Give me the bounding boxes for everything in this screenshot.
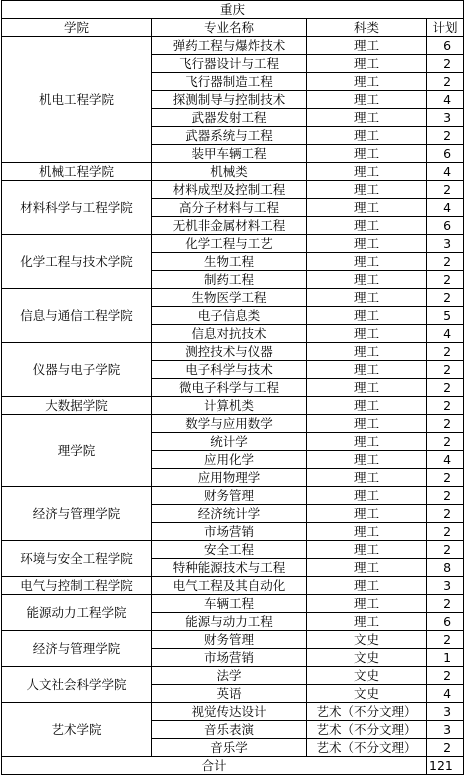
major-cell: 微电子科学与工程 [152, 379, 307, 397]
major-cell: 能源与动力工程 [152, 613, 307, 631]
plan-cell: 8 [427, 559, 464, 577]
major-cell: 音乐表演 [152, 721, 307, 739]
college-cell: 环境与安全工程学院 [2, 541, 152, 577]
category-cell: 理工 [307, 433, 427, 451]
category-cell: 理工 [307, 127, 427, 145]
category-cell: 理工 [307, 163, 427, 181]
category-cell: 理工 [307, 397, 427, 415]
plan-cell: 6 [427, 145, 464, 163]
category-cell: 理工 [307, 343, 427, 361]
plan-cell: 2 [427, 523, 464, 541]
major-cell: 制药工程 [152, 271, 307, 289]
college-cell: 材料科学与工程学院 [2, 181, 152, 235]
table-row [2, 181, 464, 199]
plan-cell: 2 [427, 595, 464, 613]
category-cell: 理工 [307, 271, 427, 289]
category-cell: 理工 [307, 235, 427, 253]
plan-cell: 2 [427, 271, 464, 289]
category-cell: 理工 [307, 253, 427, 271]
category-cell: 理工 [307, 451, 427, 469]
title-row [2, 1, 464, 19]
header-row [2, 19, 464, 37]
college-cell: 机电工程学院 [2, 37, 152, 163]
college-cell: 仪器与电子学院 [2, 343, 152, 397]
plan-cell: 3 [427, 235, 464, 253]
college-cell: 经济与管理学院 [2, 631, 152, 667]
table-row [2, 397, 464, 415]
plan-cell: 6 [427, 37, 464, 55]
header-category: 科类 [307, 19, 427, 37]
major-cell: 电子科学与技术 [152, 361, 307, 379]
plan-cell: 3 [427, 577, 464, 595]
table-row [2, 163, 464, 181]
major-cell: 机械类 [152, 163, 307, 181]
college-cell: 信息与通信工程学院 [2, 289, 152, 343]
plan-cell: 4 [427, 685, 464, 703]
category-cell: 理工 [307, 37, 427, 55]
major-cell: 应用物理学 [152, 469, 307, 487]
major-cell: 经济统计学 [152, 505, 307, 523]
major-cell: 生物工程 [152, 253, 307, 271]
major-cell: 法学 [152, 667, 307, 685]
table-row [2, 37, 464, 55]
major-cell: 高分子材料与工程 [152, 199, 307, 217]
major-cell: 车辆工程 [152, 595, 307, 613]
major-cell: 音乐学 [152, 739, 307, 757]
plan-cell: 5 [427, 307, 464, 325]
table-title: 重庆 [2, 1, 464, 19]
plan-cell: 2 [427, 181, 464, 199]
category-cell: 艺术（不分文理） [307, 721, 427, 739]
category-cell: 理工 [307, 559, 427, 577]
plan-cell: 6 [427, 217, 464, 235]
category-cell: 理工 [307, 523, 427, 541]
major-cell: 财务管理 [152, 487, 307, 505]
plan-cell: 1 [427, 649, 464, 667]
category-cell: 理工 [307, 595, 427, 613]
header-plan: 计划 [427, 19, 464, 37]
major-cell: 应用化学 [152, 451, 307, 469]
college-cell: 理学院 [2, 415, 152, 487]
major-cell: 市场营销 [152, 523, 307, 541]
category-cell: 理工 [307, 613, 427, 631]
major-cell: 飞行器设计与工程 [152, 55, 307, 73]
plan-cell: 2 [427, 505, 464, 523]
college-cell: 电气与控制工程学院 [2, 577, 152, 595]
table-row [2, 577, 464, 595]
plan-cell: 2 [427, 289, 464, 307]
plan-cell: 2 [427, 127, 464, 145]
plan-cell: 3 [427, 109, 464, 127]
enrollment-plan-table [1, 0, 464, 775]
table-row [2, 667, 464, 685]
college-cell: 人文社会科学学院 [2, 667, 152, 703]
plan-cell: 2 [427, 469, 464, 487]
table-row [2, 595, 464, 613]
plan-cell: 2 [427, 667, 464, 685]
plan-cell: 4 [427, 451, 464, 469]
header-college: 学院 [2, 19, 152, 37]
plan-cell: 4 [427, 91, 464, 109]
major-cell: 装甲车辆工程 [152, 145, 307, 163]
category-cell: 文史 [307, 649, 427, 667]
category-cell: 理工 [307, 217, 427, 235]
major-cell: 电气工程及其自动化 [152, 577, 307, 595]
plan-cell: 4 [427, 325, 464, 343]
table-row [2, 343, 464, 361]
plan-cell: 2 [427, 397, 464, 415]
category-cell: 理工 [307, 469, 427, 487]
category-cell: 理工 [307, 145, 427, 163]
major-cell: 信息对抗技术 [152, 325, 307, 343]
major-cell: 英语 [152, 685, 307, 703]
plan-cell: 2 [427, 73, 464, 91]
major-cell: 飞行器制造工程 [152, 73, 307, 91]
plan-cell: 6 [427, 613, 464, 631]
plan-cell: 3 [427, 721, 464, 739]
major-cell: 测控技术与仪器 [152, 343, 307, 361]
category-cell: 理工 [307, 577, 427, 595]
major-cell: 数学与应用数学 [152, 415, 307, 433]
plan-cell: 2 [427, 739, 464, 757]
college-cell: 大数据学院 [2, 397, 152, 415]
header-major: 专业名称 [152, 19, 307, 37]
college-cell: 化学工程与技术学院 [2, 235, 152, 289]
category-cell: 理工 [307, 325, 427, 343]
college-cell: 经济与管理学院 [2, 487, 152, 541]
major-cell: 财务管理 [152, 631, 307, 649]
table-row [2, 703, 464, 721]
major-cell: 统计学 [152, 433, 307, 451]
major-cell: 视觉传达设计 [152, 703, 307, 721]
plan-cell: 2 [427, 253, 464, 271]
plan-cell: 4 [427, 199, 464, 217]
plan-cell: 2 [427, 631, 464, 649]
category-cell: 理工 [307, 181, 427, 199]
category-cell: 理工 [307, 379, 427, 397]
category-cell: 理工 [307, 289, 427, 307]
major-cell: 生物医学工程 [152, 289, 307, 307]
total-label: 合计 [2, 757, 427, 775]
category-cell: 理工 [307, 109, 427, 127]
category-cell: 理工 [307, 505, 427, 523]
table-row [2, 487, 464, 505]
category-cell: 理工 [307, 487, 427, 505]
major-cell: 探测制导与控制技术 [152, 91, 307, 109]
major-cell: 计算机类 [152, 397, 307, 415]
category-cell: 理工 [307, 73, 427, 91]
major-cell: 材料成型及控制工程 [152, 181, 307, 199]
table-row [2, 289, 464, 307]
major-cell: 武器系统与工程 [152, 127, 307, 145]
category-cell: 理工 [307, 307, 427, 325]
plan-cell: 2 [427, 343, 464, 361]
plan-cell: 2 [427, 487, 464, 505]
college-cell: 能源动力工程学院 [2, 595, 152, 631]
plan-cell: 4 [427, 163, 464, 181]
category-cell: 理工 [307, 55, 427, 73]
category-cell: 理工 [307, 91, 427, 109]
major-cell: 特种能源技术与工程 [152, 559, 307, 577]
major-cell: 电子信息类 [152, 307, 307, 325]
plan-cell: 2 [427, 415, 464, 433]
total-value: 121 [427, 757, 464, 775]
major-cell: 安全工程 [152, 541, 307, 559]
category-cell: 理工 [307, 541, 427, 559]
major-cell: 弹药工程与爆炸技术 [152, 37, 307, 55]
table-row [2, 415, 464, 433]
category-cell: 文史 [307, 685, 427, 703]
plan-cell: 2 [427, 361, 464, 379]
plan-cell: 2 [427, 55, 464, 73]
plan-cell: 2 [427, 379, 464, 397]
category-cell: 艺术（不分文理） [307, 703, 427, 721]
table-row [2, 631, 464, 649]
major-cell: 无机非金属材料工程 [152, 217, 307, 235]
category-cell: 艺术（不分文理） [307, 739, 427, 757]
college-cell: 机械工程学院 [2, 163, 152, 181]
college-cell: 艺术学院 [2, 703, 152, 757]
table-row [2, 541, 464, 559]
plan-cell: 2 [427, 433, 464, 451]
category-cell: 理工 [307, 415, 427, 433]
category-cell: 文史 [307, 631, 427, 649]
category-cell: 理工 [307, 361, 427, 379]
plan-cell: 2 [427, 541, 464, 559]
major-cell: 市场营销 [152, 649, 307, 667]
major-cell: 武器发射工程 [152, 109, 307, 127]
table-row [2, 235, 464, 253]
category-cell: 文史 [307, 667, 427, 685]
total-row [2, 757, 464, 775]
category-cell: 理工 [307, 199, 427, 217]
plan-cell: 3 [427, 703, 464, 721]
major-cell: 化学工程与工艺 [152, 235, 307, 253]
